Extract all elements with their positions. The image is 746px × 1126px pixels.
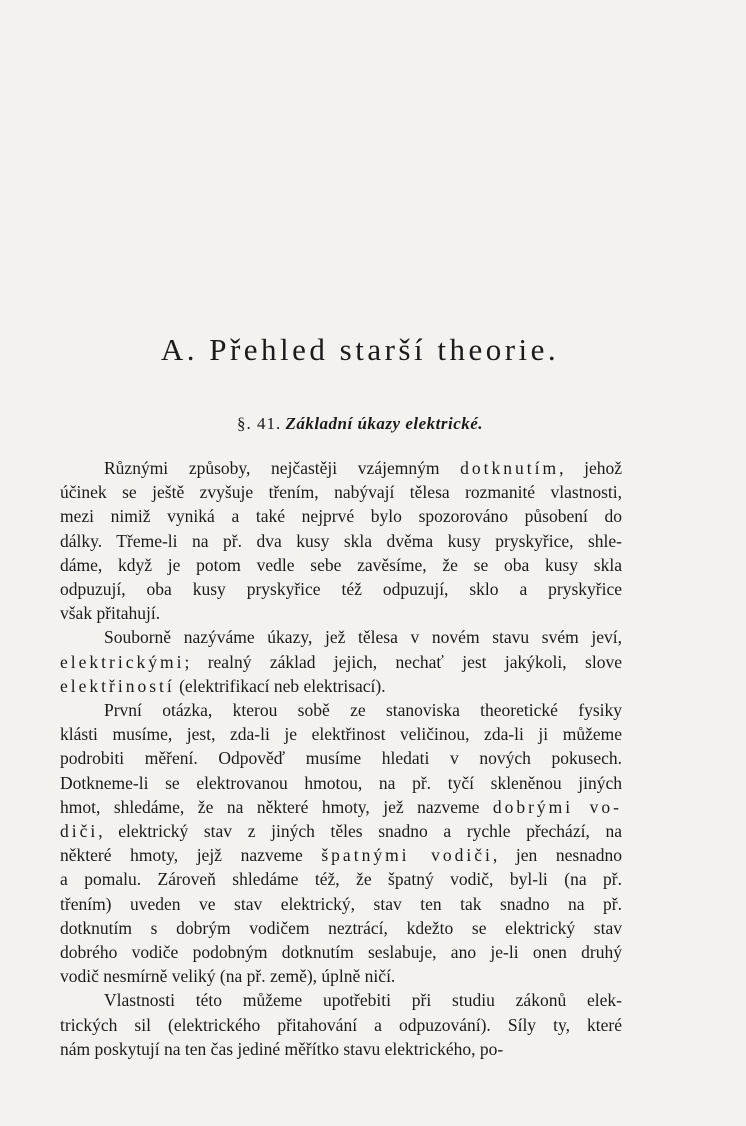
text-run: , jen nesnadno — [492, 845, 622, 866]
text-run: některé hmoty, jejž nazveme — [60, 845, 322, 866]
text-line — [60, 771, 622, 795]
text-line — [60, 843, 622, 867]
text-run: Vlastnosti této můžeme upotřebiti při studiu zákonů elek- — [104, 990, 622, 1011]
text-run: ; realný základ jejich, nechať jest jakýkoli, slove — [184, 651, 622, 672]
text-run: klásti musíme, jest, zda-li je elektřinost veličinou, zda-li ji můžeme — [60, 724, 622, 745]
text-run: První otázka, kterou sobě ze stanoviska theoretické fysiky — [104, 700, 622, 721]
section-title: Základní úkazy elektrické. — [285, 414, 484, 433]
chapter-title: A. Přehled starší theorie. — [160, 332, 560, 367]
text-run: Různými způsoby, nejčastěji vzájemným — [104, 458, 461, 478]
paragraph — [60, 698, 622, 988]
text-run: dálky. Třeme-li na př. dva kusy skla dvěma kusy pryskyřice, shle- — [60, 530, 622, 551]
text-line — [60, 456, 622, 480]
spaced-term: dobrými vo- — [492, 796, 622, 817]
text-line — [60, 698, 622, 722]
text-line — [60, 795, 622, 819]
paragraph — [60, 988, 622, 1061]
text-run: , jehož — [559, 458, 622, 478]
text-line — [60, 722, 622, 746]
spaced-term: dotknutím — [460, 458, 560, 478]
text-line — [60, 892, 622, 916]
spaced-term: elektrickými — [60, 651, 185, 672]
text-run: Dotkneme-li se elektrovanou hmotou, na př. tyčí skleněnou jiných — [60, 772, 622, 793]
text-line — [60, 577, 622, 601]
text-line — [60, 650, 622, 674]
text-run: a pomalu. Zároveň shledáme též, že špatný vodič, byl-li (na př. — [60, 869, 622, 890]
text-line — [60, 988, 622, 1012]
text-line — [60, 1013, 622, 1037]
text-run: Souborně nazýváme úkazy, jež tělesa v novém stavu svém jeví, — [104, 627, 622, 648]
text-line — [60, 601, 622, 625]
text-run: odpuzují, oba kusy pryskyřice též odpuzují, sklo a pryskyřice — [60, 579, 622, 600]
text-line — [60, 746, 622, 770]
text-run: podrobiti měření. Odpověď musíme hledati v nových pokusech. — [60, 748, 622, 769]
text-line — [60, 819, 622, 843]
spaced-term: diči — [60, 821, 99, 842]
text-line — [60, 867, 622, 891]
text-line — [60, 625, 622, 649]
text-line — [60, 964, 622, 988]
text-run: účinek se ještě zvyšuje třením, nabývají tělesa rozmanité vlastnosti, — [60, 482, 622, 503]
text-run: (elektrifikací neb elektrisací). — [174, 675, 386, 696]
text-line — [60, 674, 622, 698]
text-run: dáme, když je potom vedle sebe zavěsíme, že se oba kusy skla — [60, 554, 622, 575]
text-line — [60, 1037, 622, 1061]
spaced-term: elektřiností — [60, 675, 175, 696]
text-run: hmot, shledáme, že na některé hmoty, jež nazveme — [60, 796, 493, 817]
text-run: vodič nesmírně veliký (na př. země), úplně ničí. — [60, 966, 396, 987]
text-run: , elektrický stav z jiných těles snadno a rychle přechází, na — [98, 821, 622, 842]
text-line — [60, 529, 622, 553]
paragraph — [60, 456, 622, 625]
paragraph — [60, 625, 622, 698]
text-run: mezi nimiž vyniká a také nejprvé bylo spozorováno působení do — [60, 506, 622, 527]
text-run: trických sil (elektrického přitahování a odpuzování). Síly ty, které — [60, 1014, 622, 1035]
text-line — [60, 504, 622, 528]
text-line — [60, 940, 622, 964]
text-run: dotknutím s dobrým vodičem neztrácí, kdežto se elektrický stav — [60, 917, 622, 938]
body-text — [60, 456, 622, 1061]
section-number: §. 41. — [236, 414, 282, 433]
text-run: dobrého vodiče podobným dotknutím seslabuje, ano je-li onen druhý — [60, 942, 622, 963]
text-line — [60, 480, 622, 504]
text-run: třením) uveden ve stav elektrický, stav ten tak snadno na př. — [60, 893, 622, 914]
text-line — [60, 553, 622, 577]
spaced-term: špatnými vodiči — [321, 845, 493, 866]
text-run: nám poskytují na ten čas jediné měřítko stavu elektrického, po- — [60, 1038, 504, 1059]
text-run: však přitahují. — [60, 603, 161, 624]
section-heading — [60, 414, 660, 434]
text-line — [60, 916, 622, 940]
